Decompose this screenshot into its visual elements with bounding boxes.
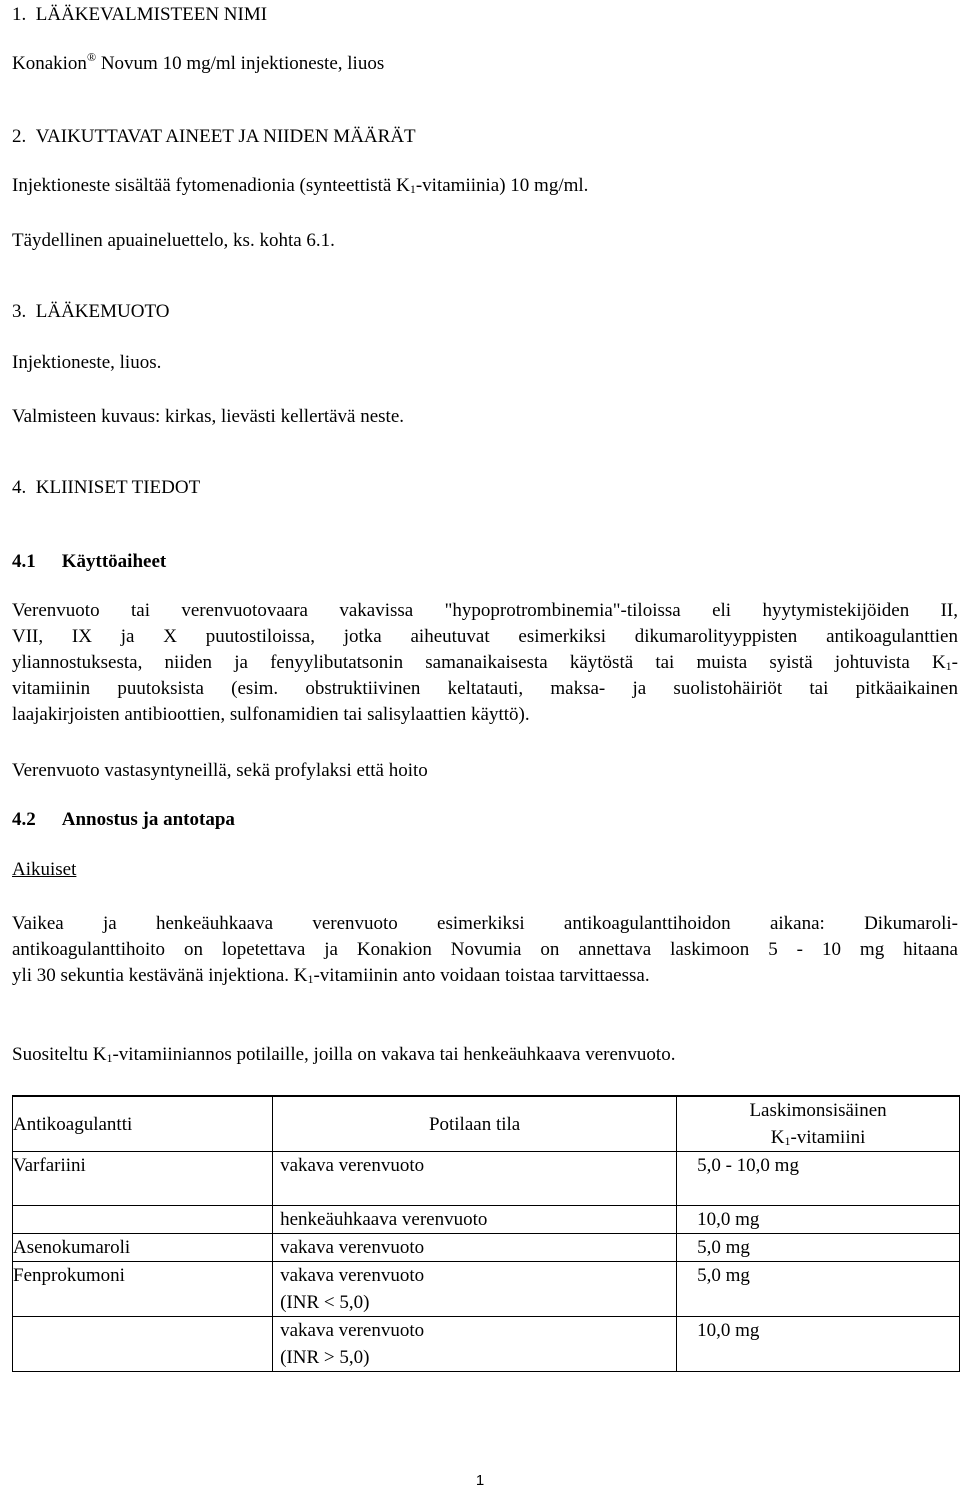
- indications-paragraph: [12, 598, 958, 728]
- table-row: [13, 1234, 960, 1262]
- active-ingredient-line: [12, 173, 588, 199]
- recommend-text-end: -vitamiiniannos potilaille, joilla on vakava tai henkeäuhkaava verenvuoto.: [112, 1044, 676, 1065]
- table-header-row: [13, 1096, 960, 1152]
- indications-line-1: Verenvuoto tai verenvuotovaara vakavissa "hypoprotrombinemia"-tiloissa eli hyytymistekijöiden II,: [12, 600, 958, 621]
- cell-dose: 5,0 mg: [677, 1262, 960, 1317]
- product-name-rest: Novum 10 mg/ml injektioneste, liuos: [96, 53, 385, 74]
- dosage-line-3-text-end: -vitamiinin anto voidaan toistaa tarvittaessa.: [313, 965, 650, 986]
- cell-drug: [13, 1317, 273, 1372]
- dosage-line-3-text: yli 30 sekuntia kestävänä injektiona. K: [12, 965, 308, 986]
- product-description: Valmisteen kuvaus: kirkas, lievästi kellertävä neste.: [12, 406, 405, 427]
- section-4-1-heading: [12, 549, 166, 575]
- indications-line-3: [12, 650, 958, 676]
- cell-condition: [273, 1262, 677, 1317]
- subscript-1: 1: [307, 972, 314, 986]
- header-iv-line-2: [677, 1124, 959, 1151]
- table-row: [13, 1317, 960, 1372]
- section-1-heading: 1. LÄÄKEVALMISTEEN NIMI: [12, 4, 268, 25]
- cell-condition: henkeäuhkaava verenvuoto: [273, 1206, 677, 1234]
- active-ingredient-text-end: -vitamiinia) 10 mg/ml.: [415, 175, 589, 196]
- recommended-dose-caption: [12, 1042, 675, 1068]
- cell-condition-line-1: vakava verenvuoto: [280, 1265, 425, 1286]
- dosage-line-2: antikoagulanttihoito on lopetettava ja Konakion Novumia on annettava laskimoon 5 - 10 mg hitaana: [12, 939, 958, 960]
- cell-condition-line-1: vakava verenvuoto: [280, 1320, 425, 1341]
- indications-line-3-text: yliannostuksesta, niiden ja fenyylibutatsonin samanaikaisesta käytöstä tai muista syistä johtuvista K: [12, 652, 946, 673]
- header-anticoagulant: Antikoagulantti: [13, 1096, 273, 1152]
- product-name-line: [12, 51, 384, 77]
- cell-dose: 5,0 - 10,0 mg: [677, 1152, 960, 1206]
- section-2-heading: 2. VAIKUTTAVAT AINEET JA NIIDEN MÄÄRÄT: [12, 126, 416, 147]
- subscript-1: 1: [945, 659, 952, 673]
- cell-dose: 10,0 mg: [677, 1317, 960, 1372]
- indications-line-4: vitamiinin puutoksista (esim. obstruktiivinen keltatauti, maksa- ja suolistohäiriöt tai pitkäaikainen: [12, 678, 958, 699]
- cell-drug: Fenprokumoni: [13, 1262, 273, 1317]
- section-4-2-title: Annostus ja antotapa: [61, 809, 235, 830]
- cell-condition: vakava verenvuoto: [273, 1234, 677, 1262]
- dose-table: [12, 1095, 960, 1372]
- cell-condition-line-2: (INR < 5,0): [280, 1292, 370, 1313]
- page-number: 1: [475, 1472, 485, 1489]
- header-vitamin: -vitamiini: [790, 1127, 866, 1148]
- section-4-1-number: 4.1: [12, 551, 36, 572]
- subscript-1: 1: [106, 1051, 113, 1065]
- header-iv-line-1: Laskimonsisäinen: [749, 1100, 887, 1121]
- cell-condition: [273, 1317, 677, 1372]
- table-row: [13, 1206, 960, 1234]
- subscript-1: 1: [409, 182, 416, 196]
- recommend-text: Suositeltu K: [12, 1044, 107, 1065]
- header-patient-condition: Potilaan tila: [273, 1096, 677, 1152]
- excipient-reference: Täydellinen apuaineluettelo, ks. kohta 6.1.: [12, 230, 335, 251]
- newborn-indication: Verenvuoto vastasyntyneillä, sekä profylaksi että hoito: [12, 760, 428, 781]
- indications-line-3-hyphen: -: [951, 652, 958, 673]
- dosage-line-1: Vaikea ja henkeäuhkaava verenvuoto esimerkiksi antikoagulanttihoidon aikana: Dikumaroli-: [12, 913, 958, 934]
- section-3-heading: 3. LÄÄKEMUOTO: [12, 301, 170, 322]
- cell-drug: Varfariini: [13, 1152, 273, 1206]
- dosage-form: Injektioneste, liuos.: [12, 352, 162, 373]
- adults-subheading: Aikuiset: [12, 859, 77, 880]
- dosage-line-3: [12, 963, 958, 989]
- section-4-2-heading: [12, 807, 235, 833]
- product-name: Konakion: [12, 53, 87, 74]
- cell-condition: vakava verenvuoto: [273, 1152, 677, 1206]
- subscript-1: 1: [784, 1134, 791, 1148]
- header-k: K: [770, 1127, 785, 1148]
- indications-line-2: VII, IX ja X puutostiloissa, jotka aiheutuvat esimerkiksi dikumarolityyppisten antikoagulanttien: [12, 626, 958, 647]
- dosage-paragraph: [12, 911, 958, 989]
- section-4-1-title: Käyttöaiheet: [61, 551, 167, 572]
- cell-drug: Asenokumaroli: [13, 1234, 273, 1262]
- section-4-2-number: 4.2: [12, 809, 36, 830]
- header-iv-vitamin: [677, 1096, 960, 1152]
- cell-dose: 10,0 mg: [677, 1206, 960, 1234]
- table-row: [13, 1262, 960, 1317]
- cell-drug: [13, 1206, 273, 1234]
- table-row: [13, 1152, 960, 1206]
- section-4-heading: 4. KLIINISET TIEDOT: [12, 477, 201, 498]
- registered-mark: ®: [86, 50, 97, 64]
- cell-condition-line-2: (INR > 5,0): [280, 1347, 370, 1368]
- cell-dose: 5,0 mg: [677, 1234, 960, 1262]
- indications-line-5: laajakirjoisten antibioottien, sulfonamidien tai salisylaattien käyttö).: [12, 704, 530, 725]
- active-ingredient-text: Injektioneste sisältää fytomenadionia (synteettistä K: [12, 175, 410, 196]
